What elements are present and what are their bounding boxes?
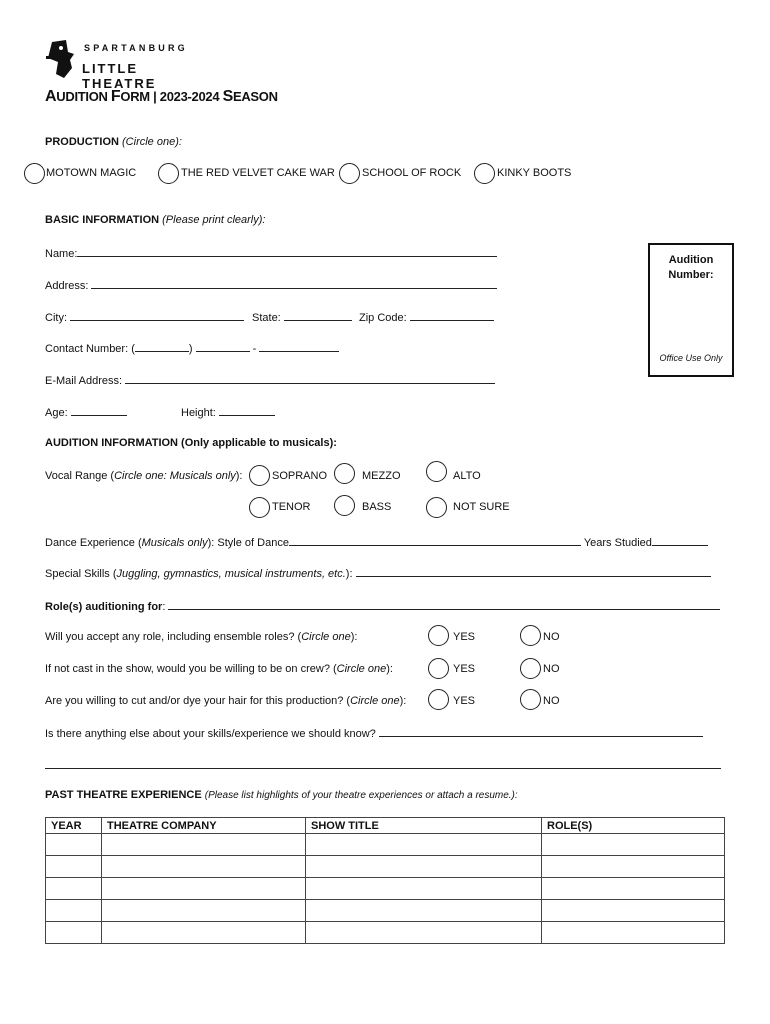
table-cell[interactable] (46, 878, 102, 900)
state-field[interactable]: State: (252, 310, 352, 324)
table-cell[interactable] (102, 834, 306, 856)
vocal-option-circle[interactable] (249, 465, 270, 486)
contact-number-field[interactable]: Contact Number: ( ) - (45, 341, 339, 355)
table-cell[interactable] (306, 834, 542, 856)
table-cell[interactable] (46, 834, 102, 856)
table-cell[interactable] (542, 922, 725, 944)
table-header-row (46, 818, 725, 834)
email-field[interactable]: E-Mail Address: (45, 373, 495, 387)
production-option-circle[interactable] (339, 163, 360, 184)
production-option-label: MOTOWN MAGIC (46, 167, 137, 179)
yes-label: YES (453, 663, 476, 675)
vocal-option-label: ALTO (453, 470, 481, 482)
table-row (46, 878, 725, 900)
city-field[interactable]: City: (45, 310, 244, 324)
vocal-option-label: NOT SURE (453, 501, 510, 513)
table-row (46, 834, 725, 856)
basic-info-heading: BASIC INFORMATION (Please print clearly): (45, 214, 266, 226)
yes-circle[interactable] (428, 625, 449, 646)
yes-label: YES (453, 631, 476, 643)
past-experience-table (45, 817, 725, 944)
mask-logo-icon (44, 38, 78, 82)
yes-circle[interactable] (428, 658, 449, 679)
column-header-roles: ROLE(S) (542, 818, 725, 834)
table-cell[interactable] (542, 856, 725, 878)
logo-line-2: LITTLE THEATRE (82, 61, 157, 91)
audition-number-box (648, 243, 734, 377)
column-header-show-title: SHOW TITLE (306, 818, 542, 834)
office-use-label: Office Use Only (659, 353, 723, 363)
no-label: NO (543, 695, 560, 707)
vocal-option-label: SOPRANO (272, 470, 328, 482)
logo-line-1: SPARTANBURG (84, 43, 188, 53)
audition-info-heading: AUDITION INFORMATION (Only applicable to musicals): (45, 437, 337, 449)
vocal-option-circle[interactable] (334, 495, 355, 516)
address-field[interactable]: Address: (45, 278, 497, 292)
past-experience-heading: PAST THEATRE EXPERIENCE (Please list highlights of your theatre experiences or attach a resume.): (45, 789, 518, 801)
height-field[interactable]: Height: (181, 405, 275, 419)
no-label: NO (543, 663, 560, 675)
table-cell[interactable] (542, 834, 725, 856)
roles-auditioning-field[interactable]: Role(s) auditioning for: (45, 599, 720, 613)
table-cell[interactable] (102, 878, 306, 900)
production-option-label: KINKY BOOTS (497, 167, 572, 179)
table-cell[interactable] (306, 878, 542, 900)
audition-number-title-2: Number: (668, 269, 714, 281)
question-hair: Are you willing to cut and/or dye your hair for this production? (Circle one): (45, 695, 407, 707)
production-option-circle[interactable] (24, 163, 45, 184)
table-cell[interactable] (102, 856, 306, 878)
table-cell[interactable] (542, 900, 725, 922)
table-cell[interactable] (306, 856, 542, 878)
no-circle[interactable] (520, 658, 541, 679)
vocal-option-circle[interactable] (426, 497, 447, 518)
production-option-label: THE RED VELVET CAKE WAR (181, 167, 335, 179)
vocal-option-circle[interactable] (426, 461, 447, 482)
no-circle[interactable] (520, 689, 541, 710)
dance-experience-field[interactable]: Dance Experience (Musicals only): Style of Dance Years Studied (45, 535, 708, 549)
table-row (46, 900, 725, 922)
vocal-option-circle[interactable] (249, 497, 270, 518)
table-cell[interactable] (46, 900, 102, 922)
audition-number-title-1: Audition (668, 254, 714, 266)
production-option-label: SCHOOL OF ROCK (362, 167, 462, 179)
vocal-option-label: MEZZO (362, 470, 401, 482)
zip-field[interactable]: Zip Code: (359, 310, 494, 324)
column-header-year: YEAR (46, 818, 102, 834)
table-cell[interactable] (542, 878, 725, 900)
vocal-option-label: BASS (362, 501, 392, 513)
table-cell[interactable] (306, 922, 542, 944)
table-cell[interactable] (102, 900, 306, 922)
production-heading: PRODUCTION (Circle one): (45, 136, 182, 148)
vocal-option-label: TENOR (272, 501, 311, 513)
yes-circle[interactable] (428, 689, 449, 710)
yes-label: YES (453, 695, 476, 707)
table-cell[interactable] (102, 922, 306, 944)
table-cell[interactable] (46, 856, 102, 878)
vocal-range-label: Vocal Range (Circle one: Musicals only): (45, 470, 243, 482)
age-field[interactable]: Age: (45, 405, 127, 419)
production-option-circle[interactable] (158, 163, 179, 184)
special-skills-field[interactable]: Special Skills (Juggling, gymnastics, musical instruments, etc.): (45, 566, 711, 580)
question-crew: If not cast in the show, would you be willing to be on crew? (Circle one): (45, 663, 393, 675)
table-row (46, 922, 725, 944)
production-option-circle[interactable] (474, 163, 495, 184)
table-cell[interactable] (46, 922, 102, 944)
table-cell[interactable] (306, 900, 542, 922)
table-row (46, 856, 725, 878)
anything-else-line-2[interactable] (45, 758, 721, 772)
theatre-logo (44, 38, 204, 91)
page-title: AUDITION FORM | 2023-2024 SEASON (45, 88, 278, 105)
question-accept-role: Will you accept any role, including ensemble roles? (Circle one): (45, 631, 358, 643)
name-field[interactable]: Name: (45, 246, 497, 260)
anything-else-field[interactable]: Is there anything else about your skills/experience we should know? (45, 726, 703, 740)
no-circle[interactable] (520, 625, 541, 646)
column-header-theatre-company: THEATRE COMPANY (102, 818, 306, 834)
no-label: NO (543, 631, 560, 643)
vocal-option-circle[interactable] (334, 463, 355, 484)
